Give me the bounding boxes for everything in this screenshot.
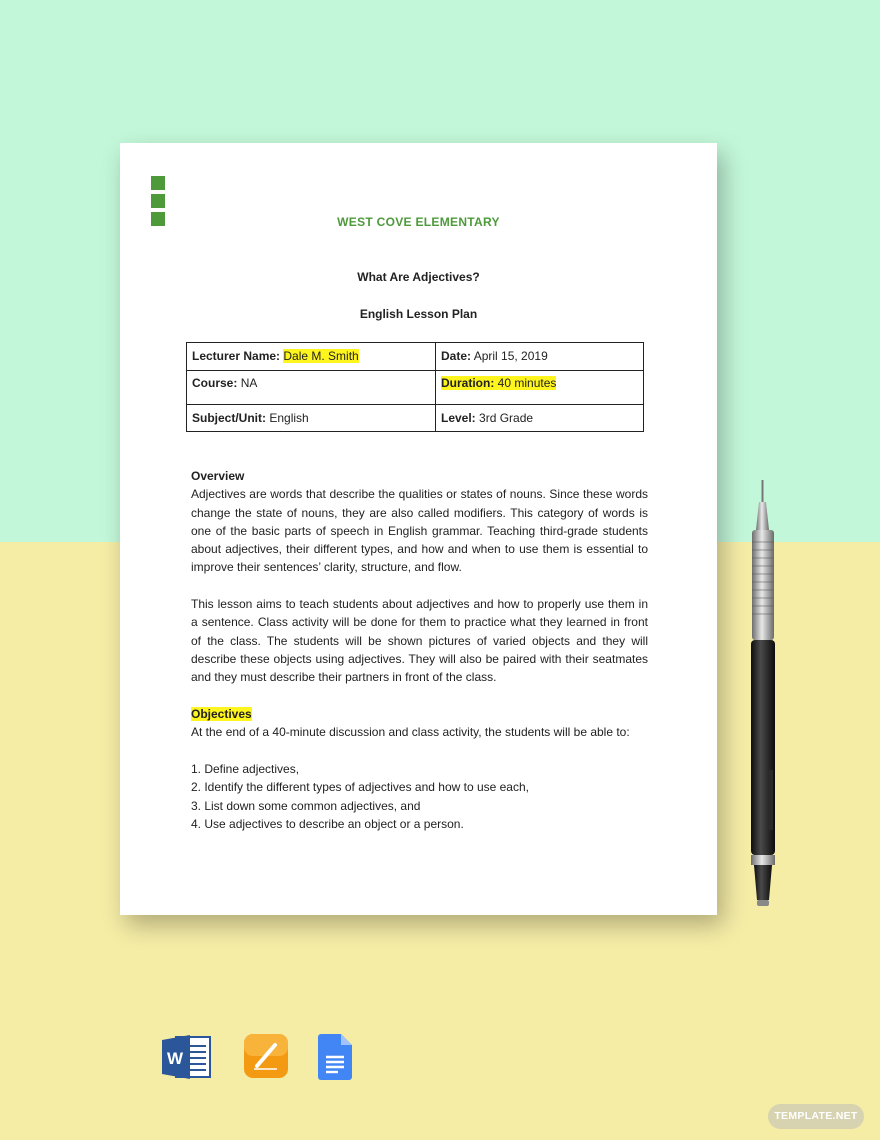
watermark-badge: TEMPLATE.NET	[768, 1104, 864, 1129]
word-icon[interactable]	[162, 1034, 212, 1080]
subject-cell	[187, 405, 436, 432]
lecturer-label: Lecturer Name:	[192, 349, 281, 363]
course-label: Course:	[192, 376, 238, 390]
list-item: 3. List down some common adjectives, and	[191, 798, 421, 813]
table-row	[187, 343, 644, 371]
document-page	[120, 143, 717, 915]
subject-label: Subject/Unit:	[192, 411, 266, 425]
school-name: WEST COVE ELEMENTARY	[337, 215, 500, 229]
date-label: Date:	[441, 349, 472, 363]
duration-cell	[436, 371, 644, 405]
overview-paragraph-2: This lesson aims to teach students about adjectives and how to properly use them in a sentence. Class activity will be done for them to practice what they learned in front of the class. The students will be shown pictures of varied objects and they will describe these objects using adjectives. They will also be paired with their seatmates and they must describe their partners in front of the class.	[191, 597, 648, 685]
level-label: Level:	[441, 411, 476, 425]
svg-text:W: W	[166, 1049, 184, 1068]
table-row	[187, 371, 644, 405]
lesson-info-table	[186, 342, 644, 432]
course-cell	[187, 371, 436, 405]
pen-icon	[748, 480, 778, 910]
lesson-subtitle: English Lesson Plan	[359, 307, 478, 321]
duration-value: 40 minutes	[497, 376, 557, 390]
level-cell	[436, 405, 644, 432]
lesson-title: What Are Adjectives?	[357, 270, 480, 284]
lecturer-value: Dale M. Smith	[283, 349, 359, 363]
course-value: NA	[240, 376, 258, 390]
overview-heading: Overview	[191, 469, 245, 483]
list-item: 1. Define adjectives,	[191, 762, 300, 776]
objectives-intro: At the end of a 40-minute discussion and class activity, the students will be able to:	[191, 725, 630, 740]
overview-section	[191, 467, 648, 577]
list-item: 4. Use adjectives to describe an object or a person.	[191, 816, 464, 831]
level-value: 3rd Grade	[479, 411, 534, 425]
lecturer-cell	[187, 343, 436, 371]
objectives-section	[191, 705, 648, 742]
google-docs-icon[interactable]	[318, 1034, 352, 1080]
objectives-list	[191, 760, 648, 833]
duration-label: Duration:	[441, 376, 495, 390]
subject-value: English	[269, 411, 309, 425]
overview-paragraph-1: Adjectives are words that describe the qualities or states of nouns. Since these words change the state of nouns, they are also called modifiers. This category of words is one of the basic parts of speech in English grammar. Teaching third-grade students about adjectives, their different types, and how and when to use them is essential to improve their sentences’ clarity, structure, and flow.	[191, 487, 648, 575]
table-row	[187, 405, 644, 432]
pages-icon[interactable]	[244, 1034, 288, 1078]
list-item: 2. Identify the different types of adjectives and how to use each,	[191, 780, 529, 795]
objectives-heading: Objectives	[191, 707, 252, 721]
date-cell	[436, 343, 644, 371]
date-value: April 15, 2019	[473, 349, 548, 363]
